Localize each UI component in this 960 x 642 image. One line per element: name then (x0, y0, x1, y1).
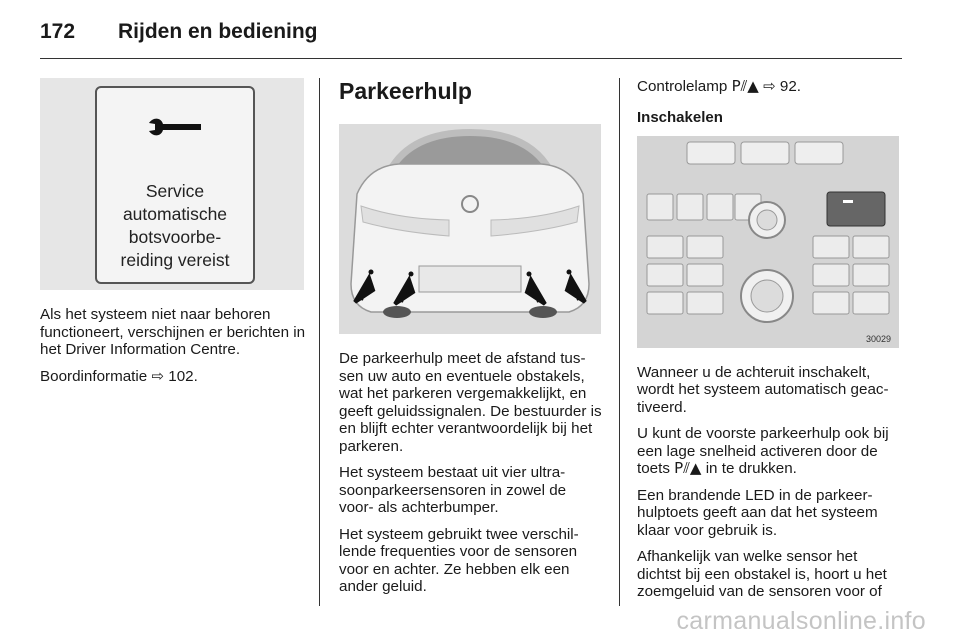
control-lamp-label: Controlelamp (637, 78, 728, 95)
paragraph-text: U kunt de voorste parkeerhulp ook bij een lage snelheid activeren door de toets (637, 425, 889, 477)
section-title: Parkeerhulp (339, 78, 472, 104)
watermark: carmanualsonline.info (676, 607, 926, 635)
column-3 (637, 78, 902, 610)
paragraph: Het systeem bestaat uit vier ultra-soonparkeersensoren in zowel de voor- als achterbumper. (339, 464, 567, 516)
reference-arrow-icon: ⇨ (763, 77, 776, 95)
column-divider-2 (619, 78, 620, 606)
page-title: Rijden en bediening (118, 20, 318, 43)
paragraph: Afhankelijk van welke sensor het dichtst bij een obstakel is, hoort u het zoemgeluid van de sensoren voor of (637, 548, 887, 600)
photo-number: 30029 (865, 333, 891, 344)
subheading: Inschakelen (637, 108, 723, 126)
car-rear-illustration (339, 124, 601, 334)
paragraph-text: in te drukken. (705, 460, 797, 477)
page-number: 172 (40, 20, 76, 43)
control-lamp-reference (637, 78, 902, 96)
parking-assist-icon: P⫽▲ (674, 459, 702, 477)
control-panel-figure (637, 136, 899, 348)
paragraph: Het systeem gebruikt twee verschil-lende frequenties voor de sensoren voor en achter. Ze hebben elk een ander geluid. (339, 525, 579, 595)
reference-paragraph (40, 368, 306, 386)
column-2 (339, 78, 604, 605)
service-line: reiding vereist (120, 250, 230, 270)
reference-label: Boordinformatie (40, 367, 148, 385)
service-message-figure (40, 78, 304, 290)
paragraph: De parkeerhulp meet de afstand tus-sen uw auto en eventuele obstakels, wat het parkeren vergemakkelijkt, en geeft geluidssignalen. De bestuurder is en blijft echter verantwoordelijk bij het parkeren. (339, 350, 602, 455)
service-line: automatische (122, 204, 228, 224)
service-message (97, 180, 253, 272)
column-divider-1 (319, 78, 320, 606)
paragraph: Wanneer u de achteruit inschakelt, wordt het systeem automatisch geac-tiveerd. (637, 363, 889, 416)
paragraph: Een brandende LED in de parkeer-hulptoets geeft aan dat het systeem klaar voor gebruik is. (637, 486, 878, 539)
column-1 (40, 78, 306, 394)
service-line: botsvoorbe- (128, 227, 222, 247)
reference-page: 92. (779, 78, 802, 95)
reference-arrow-icon: ⇨ (151, 366, 165, 385)
page-header (40, 20, 900, 60)
paragraph-with-button (637, 425, 902, 478)
header-rule (40, 58, 902, 59)
parking-assist-icon: P⫽▲ (731, 77, 759, 95)
control-panel-illustration (637, 136, 899, 348)
reference-page: 102. (168, 367, 198, 385)
service-line: Service (145, 181, 205, 201)
wrench-icon (145, 114, 205, 144)
paragraph: Als het systeem niet naar behoren functioneert, verschijnen er berichten in het Driver Information Centre. (40, 306, 306, 358)
service-display-panel (95, 86, 255, 284)
car-rear-figure (339, 124, 601, 334)
